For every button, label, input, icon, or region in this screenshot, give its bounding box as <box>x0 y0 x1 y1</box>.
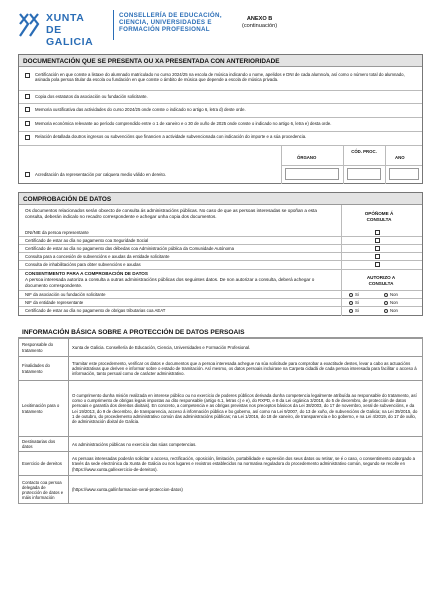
radio-no-icon[interactable] <box>384 309 388 313</box>
documentation-section <box>18 54 423 184</box>
col-organo: ÓRGANO <box>297 155 317 160</box>
brand-line2: DE GALICIA <box>46 24 94 48</box>
doc-checkbox-3[interactable] <box>25 107 30 112</box>
divider <box>19 117 422 118</box>
radio-no-icon[interactable] <box>384 301 388 305</box>
radio-yes-icon[interactable] <box>349 301 353 305</box>
no-label: Non <box>390 308 398 313</box>
annex-title: ANEXO B <box>246 16 273 22</box>
doc-checkbox-1[interactable] <box>25 73 30 78</box>
oppose-checkbox-3[interactable] <box>375 246 380 251</box>
annex-subtitle: (continuación) <box>242 23 278 29</box>
doc-checkbox-5[interactable] <box>25 135 30 140</box>
ano-input[interactable] <box>389 168 419 180</box>
radio-yes-icon[interactable] <box>349 293 353 297</box>
annex-label <box>242 16 277 30</box>
data-check-title: COMPROBACIÓN DE DATOS <box>19 193 422 205</box>
table-row <box>19 339 423 357</box>
organo-input[interactable] <box>285 168 339 180</box>
privacy-key: Finalidades do tratamento <box>19 357 69 381</box>
privacy-key: Contacto coa persoa delegada de protección de datos e máis información <box>19 476 69 504</box>
divider <box>19 252 422 253</box>
col-cod-proc: CÓD. PROC. <box>351 149 377 154</box>
table-row <box>19 357 423 381</box>
check-item-3: Certificado de estar ao día no pagamento das débedas coa Administración pública da Comunidade Autónoma <box>25 246 235 251</box>
consent-item-3: Certificado de estar ao día no pagamento de obrigas tributarias coa AEAT <box>25 308 166 313</box>
check-item-2: Certificado de estar ao día no pagamento coa Seguridade Social <box>25 238 149 243</box>
documentation-title: DOCUMENTACIÓN QUE SE PRESENTA OU XA PRESENTADA CON ANTERIORIDADE <box>19 55 422 67</box>
no-label: Non <box>390 292 398 297</box>
divider <box>19 145 422 146</box>
divider <box>341 269 342 316</box>
privacy-title: INFORMACIÓN BÁSICA SOBRE A PROTECCIÓN DE DATOS PERSOAIS <box>18 326 423 338</box>
cod-proc-input[interactable] <box>347 168 381 180</box>
oppose-checkbox-1[interactable] <box>375 230 380 235</box>
doc-item-4: Memoria económica relevante ao período comprendido entre o 1 de xaneiro e o 30 de xuño de 2025 onde conste o indicado no artigo 6, letra e) desta orde. <box>35 121 332 126</box>
privacy-table <box>18 338 423 504</box>
privacy-key: Destinatarias dos datos <box>19 437 69 452</box>
xunta-emblem-icon <box>18 12 42 38</box>
doc-checkbox-4[interactable] <box>25 121 30 126</box>
check-item-5: Consulta de inhabilitacións para obter subvencións e axudas <box>25 262 141 267</box>
divider <box>19 269 422 270</box>
consent-radio-3[interactable] <box>349 308 359 313</box>
table-row <box>19 381 423 437</box>
divider <box>19 298 422 299</box>
doc-checkbox-2[interactable] <box>25 94 30 99</box>
xunta-logo <box>18 8 110 48</box>
consent-radio-2-no[interactable] <box>384 300 398 305</box>
department-name <box>119 12 222 34</box>
yes-label: Si <box>355 308 359 313</box>
privacy-key: Exercicio de dereitos <box>19 452 69 476</box>
header-divider <box>113 10 114 40</box>
no-label: Non <box>390 300 398 305</box>
check-item-1: DNI/NIE da persoa representante <box>25 230 89 235</box>
divider <box>19 244 422 245</box>
consent-radio-1-no[interactable] <box>384 292 398 297</box>
privacy-value: As persoas interesadas poderán solicitar o acceso, rectificación, oposición, limitación, portabilidade e supresión dos seus datos ou retirar, se é o caso, o consentimento outorgado a través da sede electrónica da Xunta de Galicia ou nos lugares e rexistros establecidos na normativa reguladora do procedemento administrativo común, segundo se recolle en (https://www.xunta.gal/exercicio-de-dereitos). <box>69 452 423 476</box>
brand-line1: XUNTA <box>46 12 85 24</box>
privacy-key: Lexitimación para o tratamento <box>19 381 69 437</box>
privacy-key: Responsable do tratamento <box>19 339 69 357</box>
consent-radio-2[interactable] <box>349 300 359 305</box>
consent-text: A persoa interesada autoriza a consulta a outras administracións públicas dos seguintes datos. De non autorizar a consulta, deberá achegar o documento correspondente. <box>25 277 315 288</box>
doc-item-5: Relación detallada doutros ingresos ou subvencións que financien a actividade subvencionada con indicación do importe e a súa procedencia. <box>35 134 307 139</box>
privacy-value: O cumprimento dunha misión realizada en interese público ou no exercicio de poderes públicos derivada dunha competencia legalmente atribuída ao responsable do tratamento, así como o cumprimento de obrigas legais impostas ao dito responsable (artigo 6.1, letras c) e e), do RXPD, e 8 da Lei orgánica 3/2018, do 5 de decembro, de protección de datos persoais e garantía dos dereitos dixitais). En concreto, a competencia e as obrigas previstas nos preceptos básicos da Lei 38/2003, do 17 de novembro, xeral de subvencións, e da Lei 19/2013, do 9 de decembro, de transparencia, acceso á información pública e bo goberno, así como na Lei 9/2007, do 13 de xuño, de subvencións de Galicia; na Lei 39/2015, do 1 de outubro, do procedemento administrativo común das administracións públicas; na Lei 1/2016, do 18 de xaneiro, de transparencia e bo goberno, e na Lei 4/2019, do 17 de xullo, de administración dixital de Galicia. <box>69 381 423 437</box>
dept-line1: CONSELLERÍA DE EDUCACIÓN, <box>119 12 222 19</box>
oppose-checkbox-4[interactable] <box>375 254 380 259</box>
check-intro: Os documentos relacionados serán obxecto de consulta ás administracións públicas. No caso de que as persoas interesadas se opoñan a esta consulta, deberán indicalo no recadro correspondente e achegar unha copia dos documentos. <box>25 208 317 219</box>
consent-item-1: NIF da asociación ou fundación solicitante <box>25 292 106 297</box>
yes-label: Si <box>355 292 359 297</box>
dept-line3: FORMACIÓN PROFESIONAL <box>119 26 210 34</box>
divider <box>19 306 422 307</box>
divider <box>19 131 422 132</box>
divider <box>341 205 342 273</box>
privacy-section <box>18 326 423 522</box>
consent-title: CONSENTIMENTO PARA A COMPROBACIÓN DE DATOS <box>25 271 148 276</box>
check-item-4: Consulta para a concesión de subvencións e axudas da entidade solicitante <box>25 254 170 259</box>
doc-item-1: Certificación en que conste a listaxe do alumnado matriculado no curso 2024/25 na escola de música indicando o nome, apelidos e DNI de cada alumno/a, así como o número total do alumnado, asinada pola persoa titular da escola ou fundación en que conste o ámbito de música que depende a escola de música privada. <box>35 72 405 83</box>
consent-radio-3-no[interactable] <box>384 308 398 313</box>
privacy-value: Tramitar este procedemento, verificar os datos e documentos que a persoa interesada achegue na súa solicitude para comprobar a exactitude destes, levar a cabo as actuacións administrativas que deriven e informar sobre o estado de tramitación. Así mesmo, os datos persoais incluirase na Carpeta cidadá de cada persoa interesada para facilitar o acceso á información, tanto persoal como de carácter administrativo. <box>69 357 423 381</box>
privacy-value: As administracións públicas no exercicio das súas competencias. <box>69 437 423 452</box>
page-header <box>18 6 423 50</box>
divider <box>19 103 422 104</box>
doc-item-3: Memoria xustificativa das actividades do curso 2024/25 onde conste o indicado no artigo 6, letra d) deste orde. <box>35 107 246 112</box>
doc-checkbox-6[interactable] <box>25 172 30 177</box>
table-row <box>19 437 423 452</box>
divider <box>19 290 422 291</box>
table-row <box>19 476 423 504</box>
col-ano: ANO <box>395 155 405 160</box>
doc-item-2: Copia dos estatutos da asociación ou fundación solicitante. <box>35 94 148 99</box>
authorize-header: AUTORIZO A CONSULTA <box>366 275 396 286</box>
data-check-section <box>18 192 423 316</box>
divider <box>19 236 422 237</box>
oppose-checkbox-2[interactable] <box>375 238 380 243</box>
consent-radio-1[interactable] <box>349 292 359 297</box>
table-row <box>19 452 423 476</box>
divider <box>19 260 422 261</box>
radio-yes-icon[interactable] <box>349 309 353 313</box>
consent-item-2: NIF da entidade representante <box>25 300 84 305</box>
oppose-checkbox-5[interactable] <box>375 262 380 267</box>
divider <box>19 90 422 91</box>
dept-line2: CIENCIA, UNIVERSIDADES E <box>119 19 212 27</box>
doc-item-representation: Acreditación da representación por calquera medio válido en dereito. <box>35 172 167 177</box>
radio-no-icon[interactable] <box>384 293 388 297</box>
oppose-header: OPÓÑOME Á CONSULTA <box>364 211 394 222</box>
privacy-value: (https://www.xunta.gal/informacion-xeral-proteccion-datos) <box>69 476 423 504</box>
yes-label: Si <box>355 300 359 305</box>
privacy-value: Xunta de Galicia. Consellería de Educación, Ciencia, Universidades e Formación Profesional. <box>69 339 423 357</box>
divider <box>281 165 422 166</box>
